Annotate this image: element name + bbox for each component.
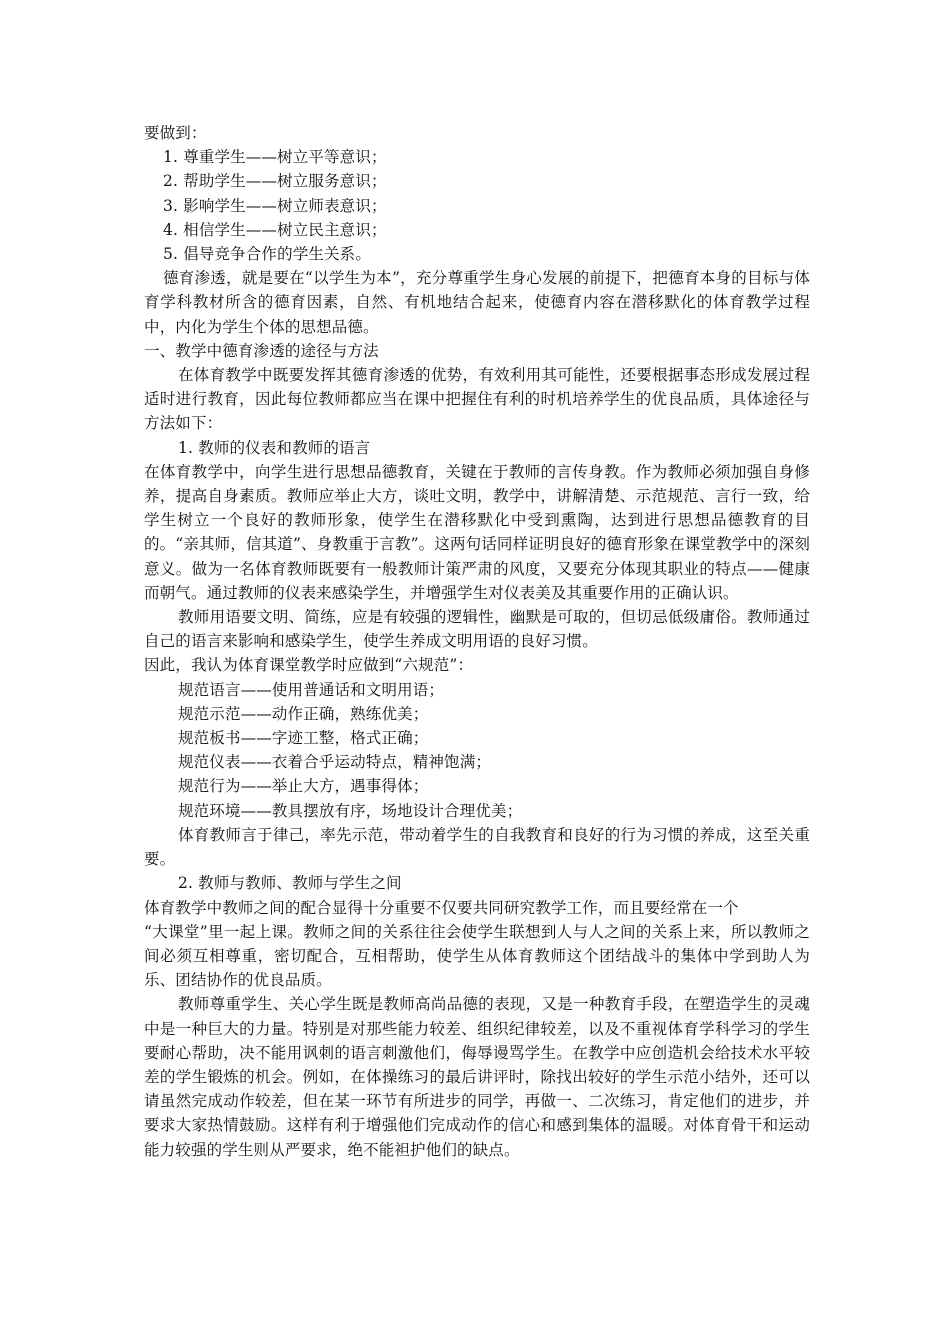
list-item-3: 3. 影响学生——树立师表意识； — [163, 196, 387, 215]
norm-item-4: 规范仪表——衣着合乎运动特点，精神饱满； — [178, 753, 492, 772]
subheading-appearance-language: 1. 教师的仪表和教师的语言 — [178, 438, 371, 457]
list-item-5: 5. 倡导竞争合作的学生关系。 — [163, 245, 371, 264]
paragraph-teacher-cooperation: “大课堂”里一起上课。教师之间的关系往往会使学生联想到人与人之间的关系上来，所以教师之间必须互相尊重，密切配合，互相帮助，使学生从体育教师这个团结战斗的集体中学到助人为乐、团结协作的优良品质。 — [144, 922, 810, 990]
paragraph-teacher-cooperation-line1: 体育教学中教师之间的配合显得十分重要不仅要共同研究教学工作，而且要经常在一个 — [144, 898, 739, 917]
subheading-teacher-relations: 2. 教师与教师、教师与学生之间 — [178, 874, 402, 893]
paragraph-moral-education: 德育渗透，就是要在“以学生为本”，充分尊重学生身心发展的前提下，把德育本身的目标与体育学科教材所含的德育因素，自然、有机地结合起来，使德育内容在潜移默化的体育教学过程中，内化为学生个体的思想品德。 — [144, 269, 810, 336]
paragraph-self-discipline: 体育教师言于律己，率先示范，带动着学生的自我教育和良好的行为习惯的养成，这至关重要。 — [144, 825, 810, 869]
norm-item-2: 规范示范——动作正确，熟练优美； — [178, 704, 429, 723]
norm-item-5: 规范行为——举止大方，遇事得体； — [178, 777, 429, 796]
list-item-2: 2. 帮助学生——树立服务意识； — [163, 172, 387, 191]
norm-item-6: 规范环境——教具摆放有序，场地设计合理优美； — [178, 801, 523, 820]
intro-line: 要做到： — [144, 124, 207, 142]
paragraph-approach: 在体育教学中既要发挥其德育渗透的优势，有效利用其可能性，还要根据事态形成发展过程适时进行教育，因此每位教师都应当在课中把握住有利的时机培养学生的优良品质，具体途径与方法如下： — [144, 366, 810, 433]
document-page — [144, 121, 810, 1162]
paragraph-teacher-example: 在体育教学中，向学生进行思想品德教育，关键在于教师的言传身教。作为教师必须加强自身修养，提高自身素质。教师应举止大方，谈吐文明，教学中，讲解清楚、示范规范、言行一致，给学生树立一个良好的教师形象，使学生在潜移默化中受到熏陶，达到进行思想品德教育的目的。“亲其师，信其道”、身教重于言教”。这两句话同样证明良好的德育形象在课堂教学中的深刻意义。做为一名体育教师既要有一般教师计策严肃的风度，又要充分体现其职业的特点——健康而朝气。通过教师的仪表来感染学生，并增强学生对仪表美及其重要作用的正确认识。 — [144, 462, 810, 602]
section-heading-1: 一、教学中德育渗透的途径与方法 — [144, 341, 379, 360]
norm-item-3: 规范板书——字迹工整，格式正确； — [178, 729, 429, 748]
paragraph-teacher-language: 教师用语要文明、简练，应是有较强的逻辑性，幽默是可取的，但切忌低级庸俗。教师通过自己的语言来影响和感染学生，使学生养成文明用语的良好习惯。 — [144, 608, 810, 651]
paragraph-respect-students: 教师尊重学生、关心学生既是教师高尚品德的表现，又是一种教育手段，在塑造学生的灵魂中是一种巨大的力量。特别是对那些能力较差、组织纪律较差，以及不重视体育学科学习的学生要耐心帮助，决不能用讽刺的语言刺激他们，侮辱谩骂学生。在教学中应创造机会给技术水平较差的学生锻炼的机会。例如，在体操练习的最后讲评时，除找出较好的学生示范小结外，还可以请虽然完成动作较差，但在某一环节有所进步的同学，再做一、二次练习，肯定他们的进步，并要求大家热情鼓励。这样有利于增强他们完成动作的信心和感到集体的温暖。对体育骨干和运动能力较强的学生则从严要求，绝不能袒护他们的缺点。 — [144, 995, 810, 1159]
norm-item-1: 规范语言——使用普通话和文明用语； — [178, 680, 445, 699]
paragraph-six-norms-intro: 因此，我认为体育课堂教学时应做到“六规范”： — [144, 656, 474, 675]
list-item-4: 4. 相信学生——树立民主意识； — [163, 220, 387, 239]
list-item-1: 1. 尊重学生——树立平等意识； — [163, 148, 387, 167]
